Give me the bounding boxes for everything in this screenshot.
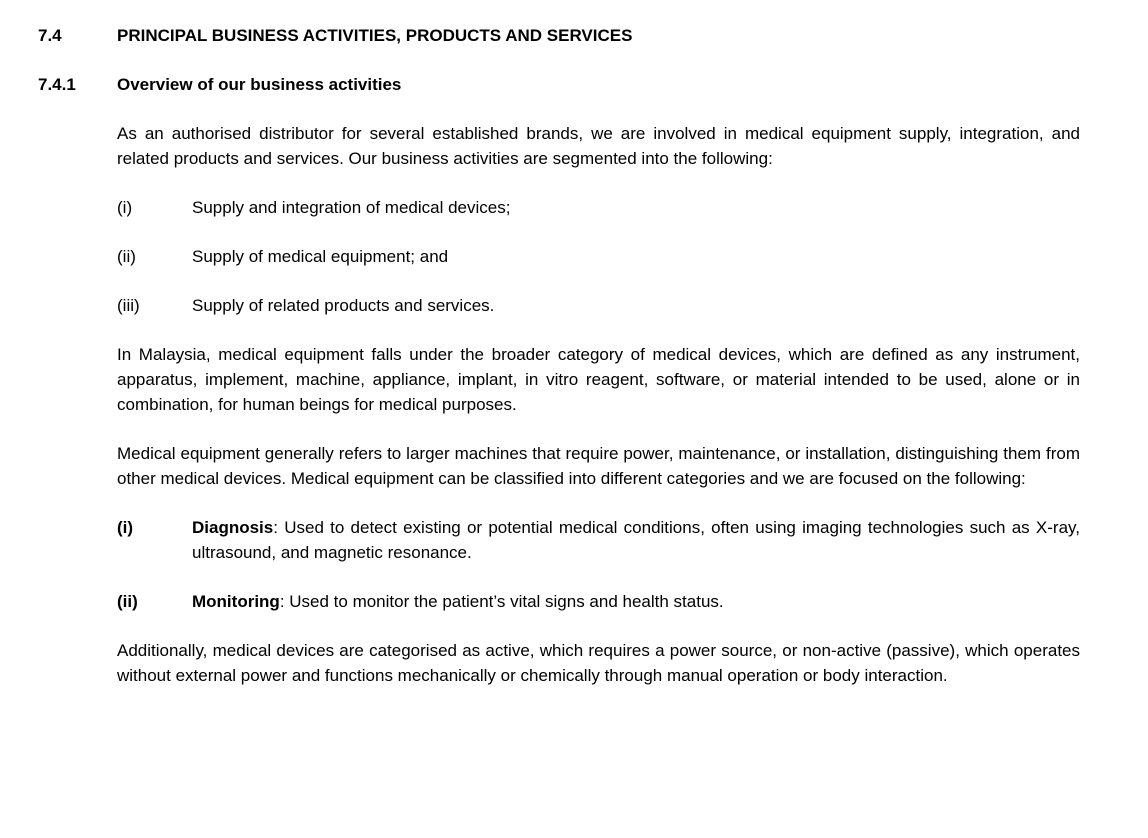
paragraph-definition: In Malaysia, medical equipment falls under the broader category of medical devices, which are defined as any instrument, apparatus, implement, machine, appliance, implant, in vitro reagent, software, or material intended to be used, alone or in combination, for human beings for medical purposes.: [117, 345, 1080, 414]
list-item: [117, 589, 1080, 614]
list-marker: (i): [117, 518, 134, 537]
paragraph-intro: As an authorised distributor for several established brands, we are involved in medical equipment supply, integration, and related products and services. Our business activities are segmented into the following:: [117, 124, 1080, 168]
section-title: PRINCIPAL BUSINESS ACTIVITIES, PRODUCTS AND SERVICES: [117, 26, 633, 45]
subsection-heading: [38, 72, 1080, 97]
paragraph-classification: Additionally, medical devices are categorised as active, which requires a power source, or non-active (passive), which operates without external power and functions mechanically or chemically through manual operation or body interaction.: [117, 641, 1080, 685]
section-body: [117, 121, 1080, 688]
subsection-title: Overview of our business activities: [117, 75, 402, 94]
list-marker: (ii): [117, 247, 136, 266]
list-item: [117, 244, 1080, 269]
list-marker: (i): [117, 198, 133, 217]
category-description: : Used to detect existing or potential medical conditions, often using imaging technologies such as X-ray, ultrasound, and magnetic resonance.: [192, 518, 1080, 562]
paragraph-equipment: Medical equipment generally refers to larger machines that require power, maintenance, or installation, distinguishing them from other medical devices. Medical equipment can be classified into different categories and we are focused on the following:: [117, 444, 1080, 488]
list-item: [117, 293, 1080, 318]
list-text: Supply of related products and services.: [192, 296, 495, 315]
list-marker: (ii): [117, 592, 138, 611]
list-marker: (iii): [117, 296, 140, 315]
category-description: : Used to monitor the patient’s vital signs and health status.: [279, 592, 724, 611]
list-text: [192, 589, 1080, 614]
list-item: [117, 515, 1080, 565]
category-list: [117, 515, 1080, 614]
list-text: [192, 515, 1080, 565]
section-heading: [38, 23, 1080, 48]
list-item: [117, 195, 1080, 220]
list-text: Supply and integration of medical devices;: [192, 198, 511, 217]
subsection-number: 7.4.1: [38, 75, 76, 94]
category-term: Diagnosis: [192, 518, 274, 537]
segment-list: [117, 195, 1080, 318]
list-text: Supply of medical equipment; and: [192, 247, 449, 266]
section-number: 7.4: [38, 26, 62, 45]
category-term: Monitoring: [192, 592, 280, 611]
